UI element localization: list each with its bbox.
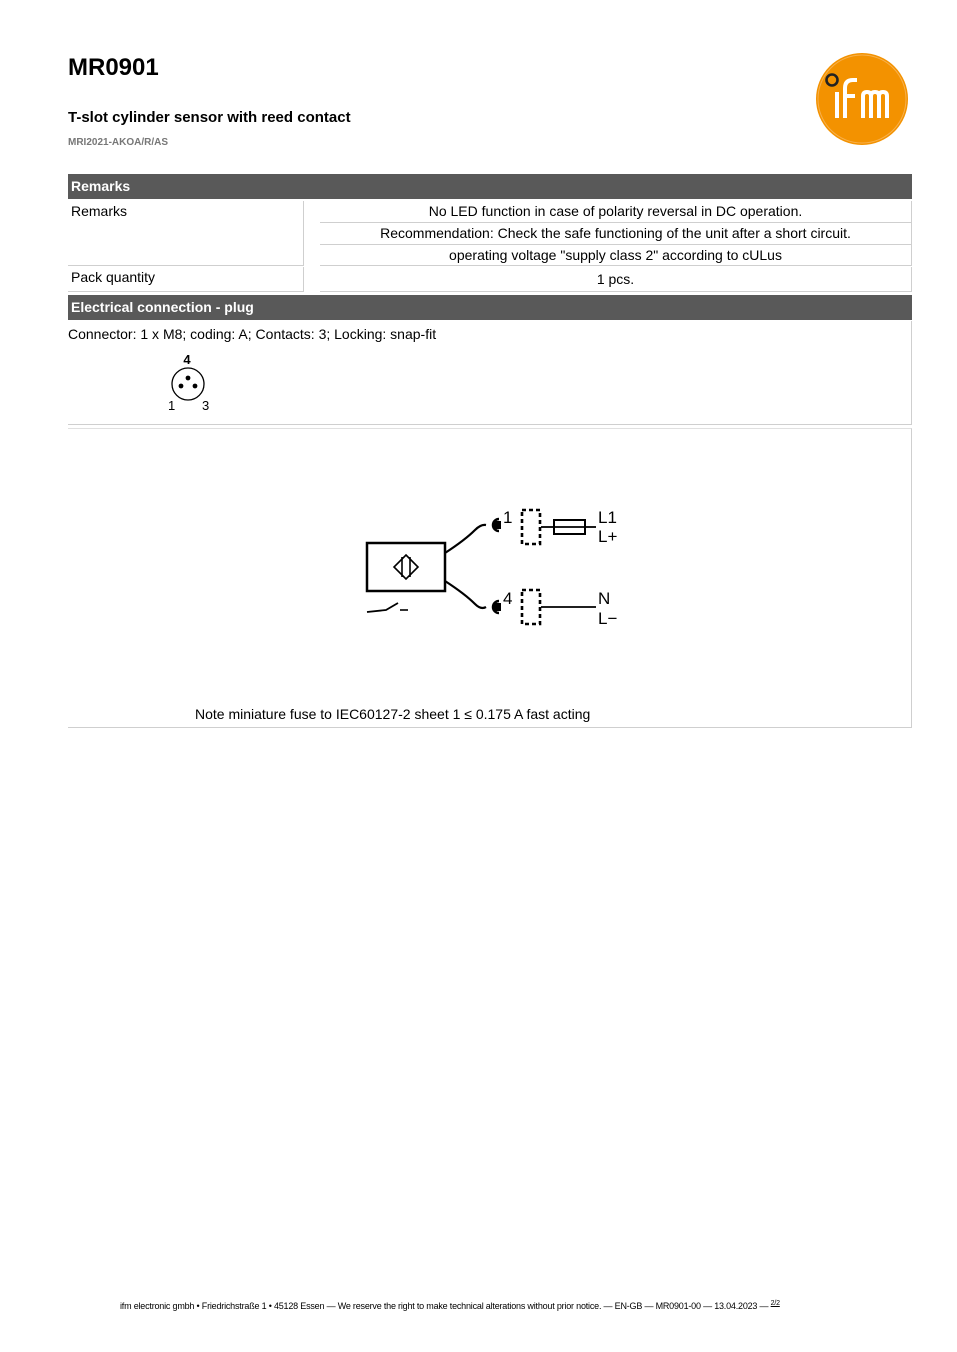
pack-quantity-value: 1 pcs. <box>320 267 912 292</box>
pin-label-right: 3 <box>202 398 210 413</box>
remark-value-1: No LED function in case of polarity reversal in DC operation. <box>320 201 912 223</box>
connector-description: Connector: 1 x M8; coding: A; Contacts: 3; Locking: snap-fit <box>68 326 437 342</box>
remark-value-2: Recommendation: Check the safe functioning of the unit after a short circuit. <box>320 223 912 245</box>
sensor-body <box>367 543 445 591</box>
pin-label-left: 1 <box>168 398 176 413</box>
wiring-diagram <box>360 500 630 635</box>
product-code: MRI2021-AKOA/R/AS <box>68 137 169 148</box>
fuse-note: Note miniature fuse to IEC60127-2 sheet 1 ≤ 0.175 A fast acting <box>195 706 591 722</box>
pack-quantity-label: Pack quantity <box>68 267 304 292</box>
supply-label-l1: L1 <box>598 508 617 527</box>
footer-text: ifm electronic gmbh • Friedrichstraße 1 • 45128 Essen — We reserve the right to make technical alterations without prior notice. — EN-GB — MR0901-00 — 13.04.2023 — <box>120 1301 769 1311</box>
product-subtitle: T-slot cylinder sensor with reed contact <box>68 109 351 126</box>
terminal-label-bottom: 4 <box>503 589 513 608</box>
supply-label-lplus: L+ <box>598 527 618 546</box>
pin-label-top: 4 <box>183 352 191 367</box>
product-title: MR0901 <box>68 54 159 81</box>
supply-label-n: N <box>598 589 611 608</box>
remarks-section-header: Remarks <box>68 174 912 199</box>
remark-value-3: operating voltage "supply class 2" according to cULus <box>320 245 912 266</box>
terminal-label-top: 1 <box>503 508 513 527</box>
footer-page-number: 2/2 <box>770 1300 780 1307</box>
connection-section-header: Electrical connection - plug <box>68 295 912 320</box>
connector-pin-diagram <box>160 350 220 416</box>
footer <box>120 1300 780 1311</box>
supply-label-lminus: L− <box>598 609 618 628</box>
ifm-logo <box>815 52 909 146</box>
remarks-label: Remarks <box>68 201 304 266</box>
